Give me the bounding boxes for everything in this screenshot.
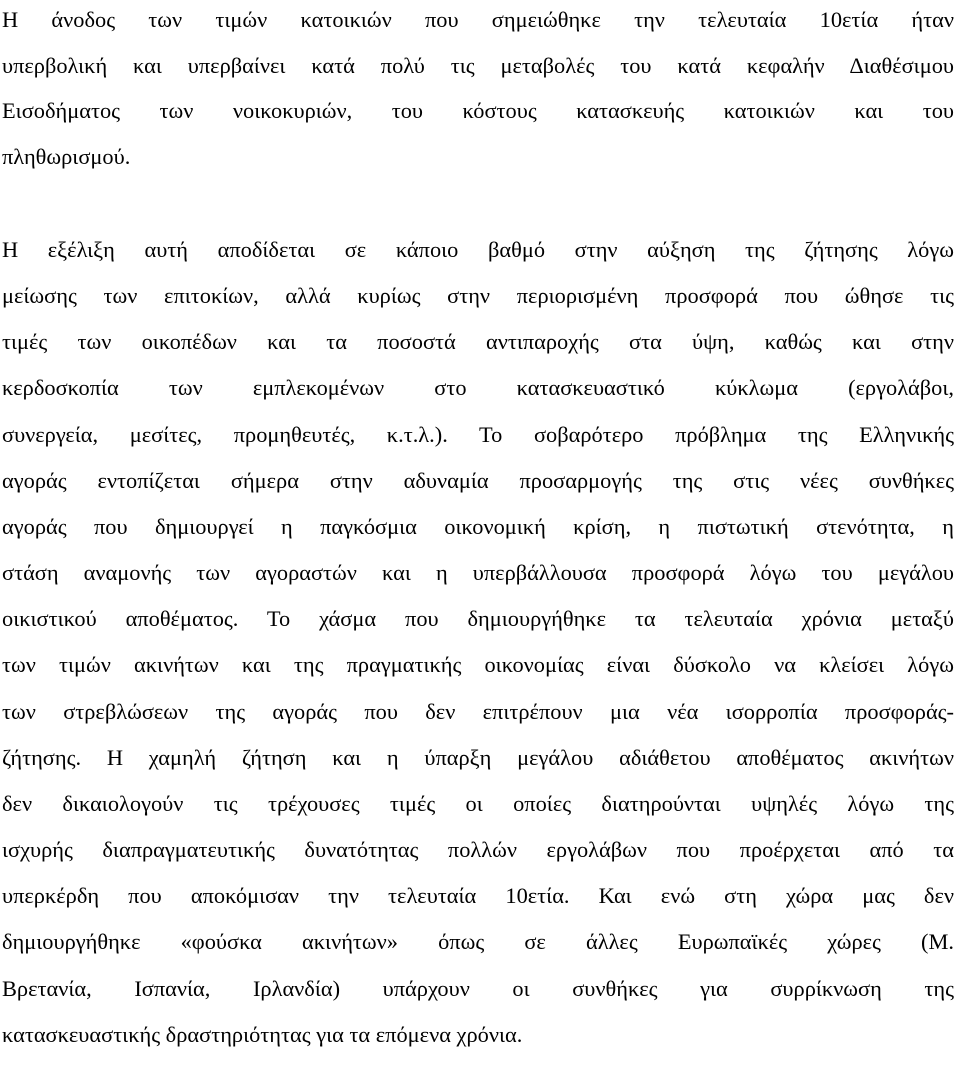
text-line: των στρεβλώσεων της αγοράς που δεν επιτρέπουν μια νέα ισορροπία προσφοράς- [2,699,954,724]
text-line: συνεργεία, μεσίτες, προμηθευτές, κ.τ.λ.). Το σοβαρότερο πρόβλημα της Ελληνικής [2,422,954,447]
text-line: αγοράς εντοπίζεται σήμερα στην αδυναμία προσαρμογής της στις νέες συνθήκες [2,468,954,493]
text-line: Εισοδήματος των νοικοκυριών, του κόστους κατασκευής κατοικιών και του [2,98,954,123]
text-line: αγοράς που δημιουργεί η παγκόσμια οικονομική κρίση, η πιστωτική στενότητα, η [2,514,954,539]
text-line: υπερβολική και υπερβαίνει κατά πολύ τις μεταβολές του κατά κεφαλήν Διαθέσιμου [2,53,954,78]
text-line: οικιστικού αποθέματος. Το χάσμα που δημιουργήθηκε τα τελευταία χρόνια μεταξύ [2,606,954,631]
text-line: μείωσης των επιτοκίων, αλλά κυρίως στην περιορισμένη προσφορά που ώθησε τις [2,283,954,308]
text-line: τιμές των οικοπέδων και τα ποσοστά αντιπαροχής στα ύψη, καθώς και στην [2,329,954,354]
text-line: Η άνοδος των τιμών κατοικιών που σημειώθηκε την τελευταία 10ετία ήταν [2,7,954,32]
text-line: στάση αναμονής των αγοραστών και η υπερβάλλουσα προσφορά λόγω του μεγάλου [2,560,954,585]
text-line: Βρετανία, Ισπανία, Ιρλανδία) υπάρχουν οι συνθήκες για συρρίκνωση της [2,976,954,1001]
text-line: κερδοσκοπία των εμπλεκομένων στο κατασκευαστικό κύκλωμα (εργολάβοι, [2,375,954,400]
text-line: δεν δικαιολογούν τις τρέχουσες τιμές οι οποίες διατηρούνται υψηλές λόγω της [2,791,954,816]
text-line: δημιουργήθηκε «φούσκα ακινήτων» όπως σε άλλες Ευρωπαϊκές χώρες (Μ. [2,929,954,954]
text-line: πληθωρισμού. [2,144,131,169]
text-line: Η εξέλιξη αυτή αποδίδεται σε κάποιο βαθμό στην αύξηση της ζήτησης λόγω [2,237,954,262]
text-line: των τιμών ακινήτων και της πραγματικής οικονομίας είναι δύσκολο να κλείσει λόγω [2,652,954,677]
text-line: ισχυρής διαπραγματευτικής δυνατότητας πολλών εργολάβων που προέρχεται από τα [2,837,954,862]
text-line: κατασκευαστικής δραστηριότητας για τα επόμενα χρόνια. [2,1022,523,1047]
text-line: ζήτησης. Η χαμηλή ζήτηση και η ύπαρξη μεγάλου αδιάθετου αποθέματος ακινήτων [2,745,954,770]
text-line: υπερκέρδη που αποκόμισαν την τελευταία 10ετία. Και ενώ στη χώρα μας δεν [2,883,954,908]
